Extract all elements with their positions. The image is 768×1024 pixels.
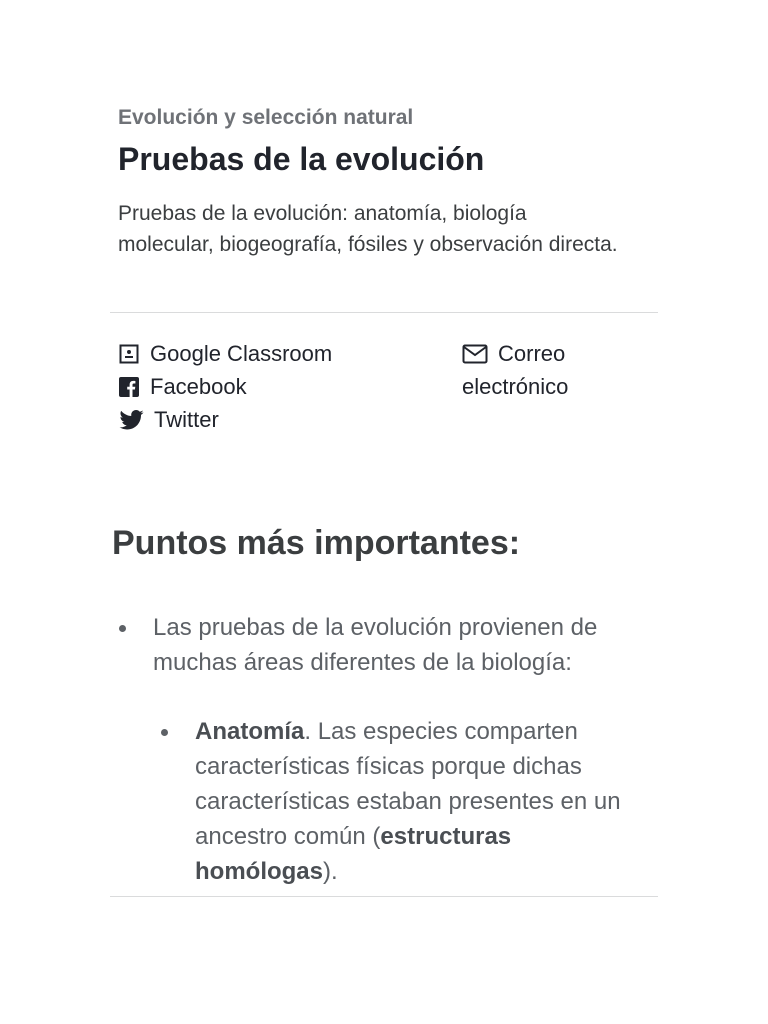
- anatomy-text: . Las especies comparten características físicas porque dichas características estaban presentes en un ancestro común (: [195, 718, 621, 850]
- share-links: [118, 337, 332, 436]
- page-title: Pruebas de la evolución: [118, 141, 485, 177]
- list-item-text: Las pruebas de la evolución provienen de muchas áreas diferentes de la biología:: [153, 614, 598, 676]
- key-points-list: [110, 610, 658, 889]
- page-description: Pruebas de la evolución: anatomía, biología molecular, biogeografía, fósiles y observación directa.: [118, 202, 618, 256]
- share-google-classroom-label: Google Classroom: [150, 340, 333, 366]
- list-item: [110, 610, 658, 680]
- breadcrumb[interactable]: Evolución y selección natural: [118, 106, 414, 129]
- google-classroom-icon: [118, 343, 140, 365]
- share-twitter[interactable]: [118, 403, 332, 436]
- bullet-icon: [119, 625, 126, 632]
- list-item-anatomy: [110, 714, 658, 889]
- share-email[interactable]: [462, 337, 642, 403]
- share-email-label-1: Correo: [498, 341, 566, 366]
- bullet-icon: [161, 729, 168, 736]
- mail-icon: [462, 340, 488, 362]
- anatomy-end: ).: [323, 858, 338, 885]
- share-email-label-2: electrónico: [462, 374, 569, 399]
- section-title: Puntos más importantes:: [112, 524, 521, 562]
- divider-bottom: [110, 896, 658, 897]
- facebook-icon: [118, 376, 140, 398]
- term-anatomy: Anatomía: [195, 718, 305, 745]
- divider-top: [110, 312, 658, 313]
- twitter-icon: [118, 409, 144, 431]
- term-homologous-structures: estructuras homólogas: [195, 823, 512, 885]
- share-twitter-label: Twitter: [154, 406, 219, 432]
- share-google-classroom[interactable]: [118, 337, 332, 370]
- share-facebook[interactable]: [118, 370, 332, 403]
- share-facebook-label: Facebook: [150, 373, 247, 399]
